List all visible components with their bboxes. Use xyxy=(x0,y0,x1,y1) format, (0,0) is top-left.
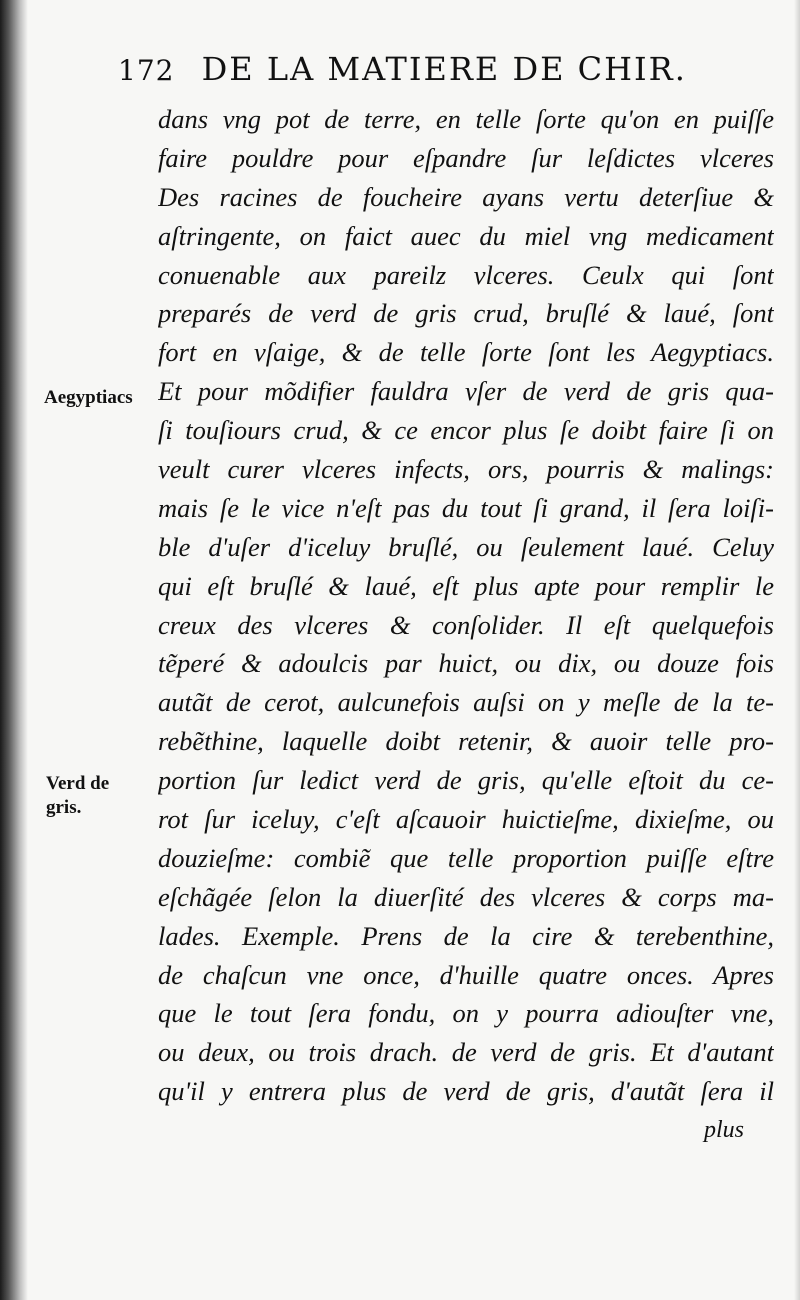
text-line: ou deux, ou trois drach. de verd de gris. Et d'autant xyxy=(158,1037,774,1068)
text-line: qu'il y entrera plus de verd de gris, d'autãt ſera il xyxy=(158,1076,774,1107)
running-header xyxy=(118,50,778,88)
text-line: creux des vlceres & conſolider. Il eſt quelquefois xyxy=(158,609,774,640)
page-edge-shadow xyxy=(794,0,800,1300)
text-line: fort en vſaige, & de telle ſorte ſont les Aegyptiacs. xyxy=(158,337,774,368)
text-line: eſchãgée ſelon la diuerſité des vlceres & corps ma- xyxy=(158,881,774,912)
marginal-note-aegyptiacs: Aegyptiacs xyxy=(44,387,133,408)
text-line: tẽperé & adoulcis par huict, ou dix, ou douze fois xyxy=(158,648,774,679)
catchword: plus xyxy=(703,1117,744,1144)
text-line: Et pour mõdifier fauldra vſer de verd de gris qua- xyxy=(158,376,774,407)
text-line: conuenable aux pareilz vlceres. Ceulx qui ſont xyxy=(158,259,774,290)
text-line: de chaſcun vne once, d'huille quatre onces. Apres xyxy=(158,959,774,990)
running-title: DE LA MATIERE DE CHIR. xyxy=(201,50,687,88)
page-number: 172 xyxy=(118,54,175,87)
text-line: qui eſt bruſlé & laué, eſt plus apte pour remplir le xyxy=(158,570,774,601)
text-line: ſi touſiours crud, & ce encor plus ſe doibt faire ſi on xyxy=(158,415,774,446)
text-line: faire pouldre pour eſpandre ſur leſdictes vlceres xyxy=(158,142,774,173)
text-line: rebẽthine, laquelle doibt retenir, & auoir telle pro- xyxy=(158,726,774,757)
body-text-block xyxy=(158,100,774,1150)
text-line: lades. Exemple. Prens de la cire & terebenthine, xyxy=(158,920,774,951)
text-line: ble d'uſer d'iceluy bruſlé, ou ſeulement laué. Celuy xyxy=(158,531,774,562)
text-line: aſtringente, on faict auec du miel vng medicament xyxy=(158,220,774,251)
text-line: que le tout ſera fondu, on y pourra adiouſter vne, xyxy=(158,998,774,1029)
text-line: mais ſe le vice n'eſt pas du tout ſi grand, il ſera loiſi- xyxy=(158,492,774,523)
text-line: douzieſme: combiẽ que telle proportion puiſſe eſtre xyxy=(158,842,774,873)
text-line: Des racines de foucheire ayans vertu deterſiue & xyxy=(158,181,774,212)
text-line: dans vng pot de terre, en telle ſorte qu'on en puiſſe xyxy=(158,104,774,134)
marginal-note-verd-de-gris: Verd de gris. xyxy=(46,773,110,818)
text-line: rot ſur iceluy, c'eſt aſcauoir huictieſme, dixieſme, ou xyxy=(158,804,774,835)
text-line: preparés de verd de gris crud, bruſlé & laué, ſont xyxy=(158,298,774,329)
text-line: veult curer vlceres infects, ors, pourris & malings: xyxy=(158,454,774,485)
text-line: autãt de cerot, aulcunefois auſsi on y meſle de la te- xyxy=(158,687,774,718)
binding-shadow xyxy=(0,0,28,1300)
text-line: portion ſur ledict verd de gris, qu'elle eſtoit du ce- xyxy=(158,765,774,796)
